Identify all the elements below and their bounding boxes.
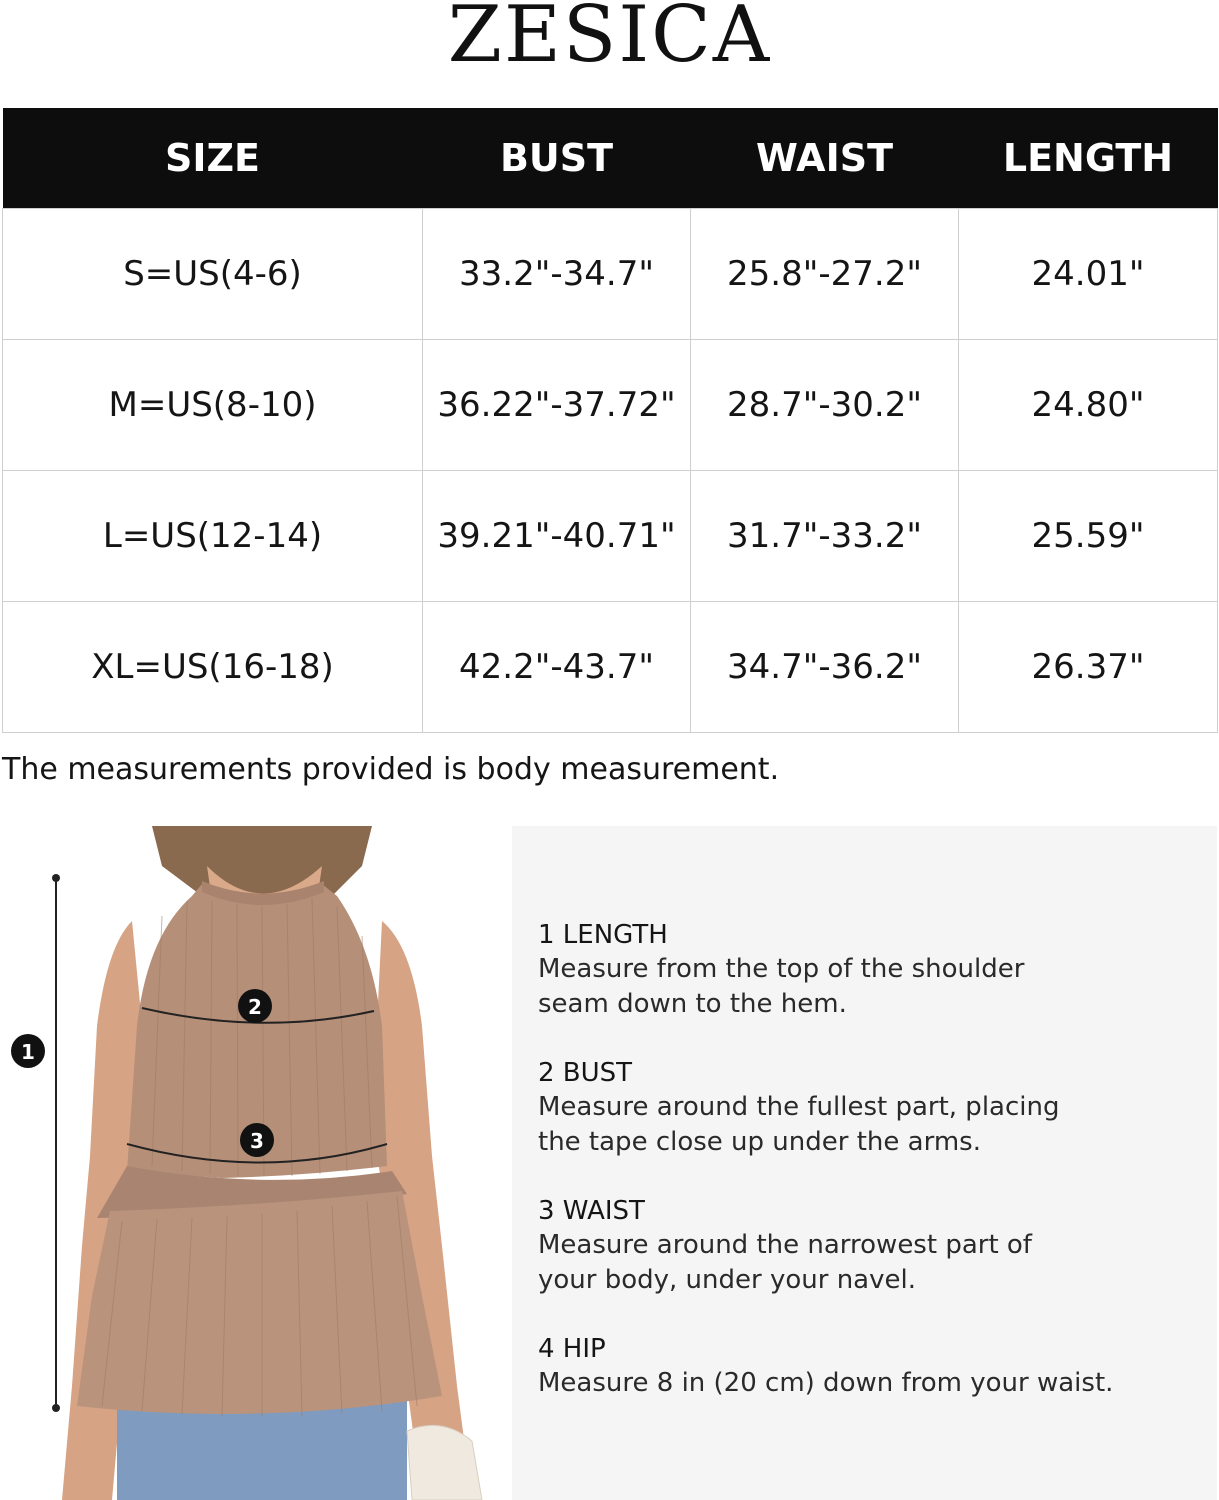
step-title: 3 WAIST [538, 1196, 645, 1226]
cell-waist: 28.7"-30.2" [691, 340, 959, 471]
marker-3-label: 3 [250, 1129, 264, 1153]
model-illustration [2, 826, 512, 1500]
step-description: Measure from the top of the shoulder seam down to the hem. [538, 954, 1025, 1019]
cell-size: M=US(8-10) [3, 340, 423, 471]
cell-bust: 33.2"-34.7" [423, 209, 691, 340]
step-title: 2 BUST [538, 1058, 633, 1088]
cell-bust: 36.22"-37.72" [423, 340, 691, 471]
step-length [538, 918, 1178, 1022]
size-chart-table [2, 108, 1218, 733]
header-size: SIZE [3, 108, 423, 209]
step-description: Measure 8 in (20 cm) down from your waist. [538, 1368, 1114, 1398]
step-title: 4 HIP [538, 1334, 606, 1364]
table-row [3, 602, 1218, 733]
cell-waist: 31.7"-33.2" [691, 471, 959, 602]
header-waist: WAIST [691, 108, 959, 209]
cell-length: 24.01" [959, 209, 1218, 340]
table-row [3, 340, 1218, 471]
cell-bust: 39.21"-40.71" [423, 471, 691, 602]
cell-length: 26.37" [959, 602, 1218, 733]
cell-bust: 42.2"-43.7" [423, 602, 691, 733]
cell-size: L=US(12-14) [3, 471, 423, 602]
step-bust [538, 1056, 1178, 1160]
table-row [3, 471, 1218, 602]
clutch-bag [407, 1425, 482, 1500]
length-line-top-dot [52, 874, 60, 882]
model-photo [2, 826, 512, 1500]
step-title: 1 LENGTH [538, 920, 668, 950]
hair [152, 826, 372, 896]
measurement-note: The measurements provided is body measurement. [2, 752, 780, 787]
cell-size: S=US(4-6) [3, 209, 423, 340]
cell-size: XL=US(16-18) [3, 602, 423, 733]
cell-length: 25.59" [959, 471, 1218, 602]
step-description: Measure around the narrowest part of your body, under your navel. [538, 1230, 1032, 1295]
measuring-instructions [538, 918, 1178, 1435]
measuring-guide [2, 826, 1217, 1500]
marker-1-label: 1 [21, 1040, 35, 1064]
top-lower [77, 1191, 442, 1414]
length-line-bottom-dot [52, 1404, 60, 1412]
table-header-row [3, 108, 1218, 209]
cell-waist: 34.7"-36.2" [691, 602, 959, 733]
cell-waist: 25.8"-27.2" [691, 209, 959, 340]
step-hip [538, 1332, 1178, 1401]
header-length: LENGTH [959, 108, 1218, 209]
header-bust: BUST [423, 108, 691, 209]
step-description: Measure around the fullest part, placing the tape close up under the arms. [538, 1092, 1060, 1157]
brand-logo: ZESICA [447, 0, 772, 80]
marker-2-label: 2 [248, 995, 262, 1019]
step-waist [538, 1194, 1178, 1298]
cell-length: 24.80" [959, 340, 1218, 471]
table-row [3, 209, 1218, 340]
